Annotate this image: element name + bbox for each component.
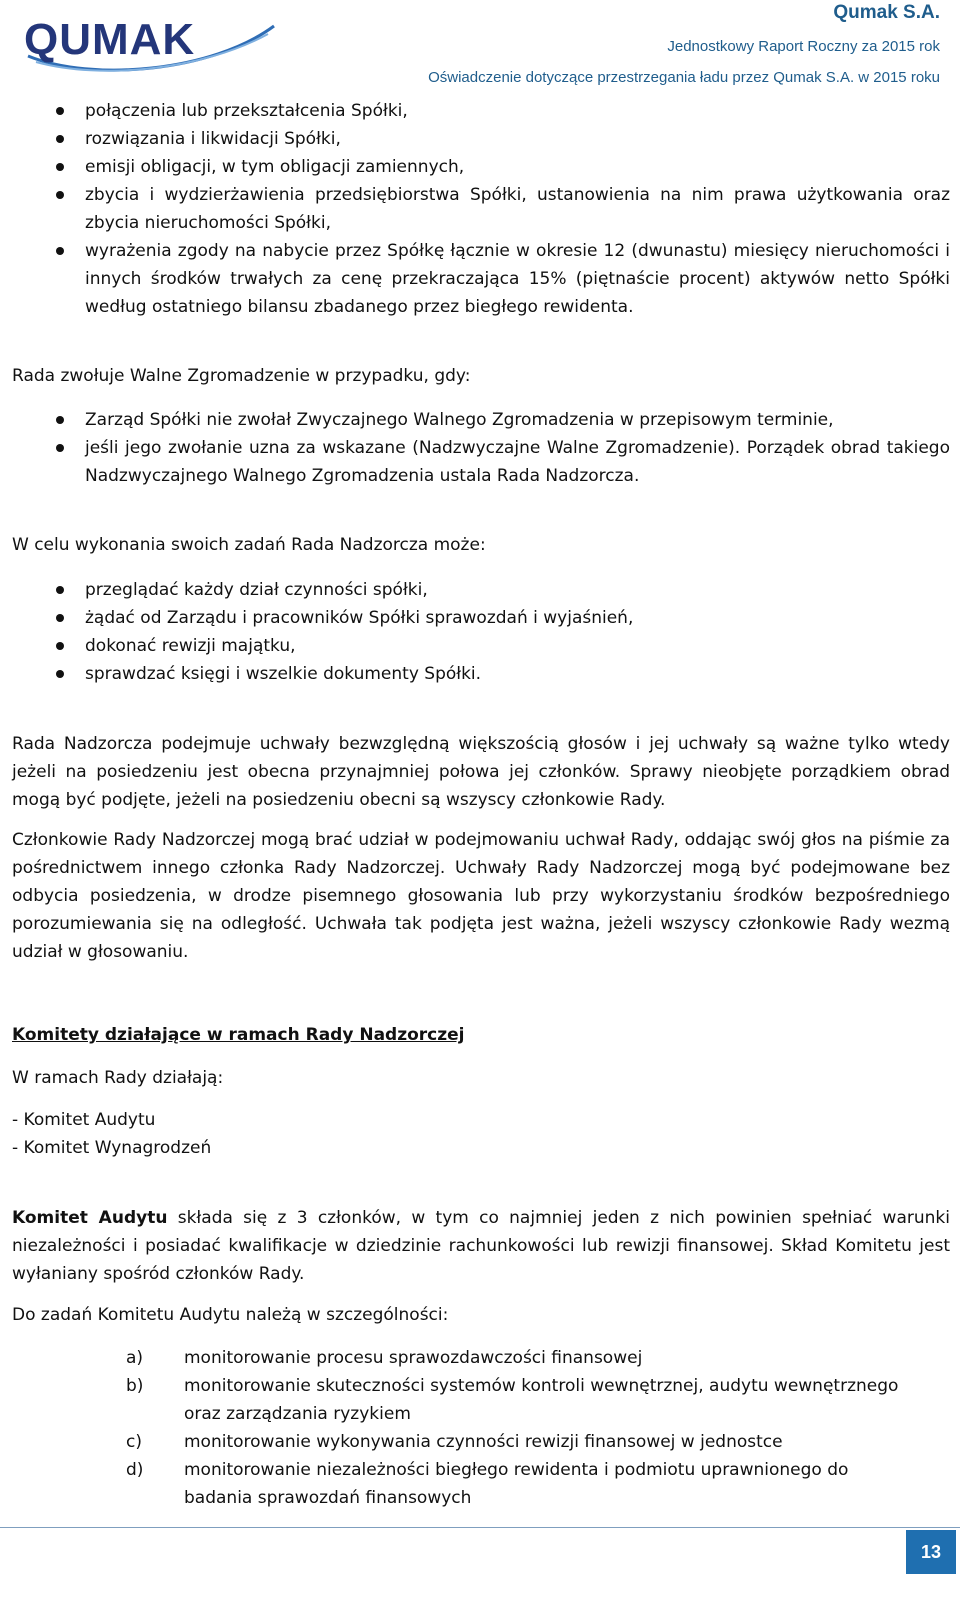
committees-intro: W ramach Rady działają: [12,1068,224,1088]
list-item: zbycia i wydzierżawienia przedsiębiorstwa Spółki, ustanowienia na nim prawa użytkowania oraz zbycia nieruchomości Spółki, [12,181,950,237]
audit-committee-bold: Komitet Audytu [12,1208,168,1228]
resolutions-paragraph: Rada Nadzorcza podejmuje uchwały bezwzględną większością głosów i jej uchwały są ważne tylko wtedy jeżeli na posiedzeniu jest obecna przynajmniej połowa jej członków. Sprawy nieobjęte porządkiem obrad mogą być podjęte, jeżeli na posiedzeniu obecni są wszyscy członkowie Rady. [12,734,950,810]
audit-tasks-intro: Do zadań Komitetu Audytu należą w szczególności: [12,1305,449,1325]
header-company: Qumak S.A. [833,2,940,23]
list-item: wyrażenia zgody na nabycie przez Spółkę łącznie w okresie 12 (dwunastu) miesięcy nieruchomości i innych środków trwałych za cenę przekraczająca 15% (piętnaście procent) aktywów netto Spółki według ostatniego bilansu zbadanego przez biegłego rewidenta. [12,237,950,321]
footer-divider [0,1527,960,1528]
list-item: - Komitet Wynagrodzeń [12,1138,212,1158]
list-item: sprawdzać księgi i wszelkie dokumenty Spółki. [12,660,950,688]
header-report-title: Jednostkowy Raport Roczny za 2015 rok [667,38,940,55]
list-item: b) monitorowanie skuteczności systemów kontroli wewnętrznej, audytu wewnętrznego oraz zarządzania ryzykiem [126,1376,899,1424]
audit-tasks-list [12,1344,912,1512]
logo-text: QUMAK [24,15,196,64]
list-item: połączenia lub przekształcenia Spółki, [12,97,950,125]
list-item: rozwiązania i likwidacji Spółki, [12,125,950,153]
list-item: Zarząd Spółki nie zwołał Zwyczajnego Walnego Zgromadzenia w przepisowym terminie, [12,406,950,434]
list-item: emisji obligacji, w tym obligacji zamiennych, [12,153,950,181]
committees-list [12,1106,950,1162]
list-item: jeśli jego zwołanie uzna za wskazane (Nadzwyczajne Walne Zgromadzenie). Porządek obrad takiego Nadzwyczajnego Walnego Zgromadzenia ustala Rada Nadzorcza. [12,434,950,490]
qumak-logo [22,10,282,72]
convene-list [12,406,950,490]
tasks-paragraph: W celu wykonania swoich zadań Rada Nadzorcza może: [12,535,486,555]
resolution-list [12,97,950,321]
tasks-list [12,576,950,688]
audit-committee-paragraph [12,1204,950,1288]
list-item: żądać od Zarządu i pracowników Spółki sprawozdań i wyjaśnień, [12,604,950,632]
page-number: 13 [906,1530,956,1574]
list-item: - Komitet Audytu [12,1110,156,1130]
list-item: c) monitorowanie wykonywania czynności rewizji finansowej w jednostce [126,1432,783,1452]
committees-heading: Komitety działające w ramach Rady Nadzorczej [12,1025,465,1045]
header-statement: Oświadczenie dotyczące przestrzegania ładu przez Qumak S.A. w 2015 roku [428,69,940,86]
audit-committee-text: składa się z 3 członków, w tym co najmniej jeden z nich powinien spełniać warunki niezależności i posiadać kwalifikacje w dziedzinie rachunkowości lub rewizji finansowej. Skład Komitetu jest wyłaniany spośród członków Rady. [12,1208,950,1284]
list-item: d) monitorowanie niezależności biegłego rewidenta i podmiotu uprawnionego do badania sprawozdań finansowych [126,1460,849,1508]
list-item: przeglądać każdy dział czynności spółki, [12,576,950,604]
members-paragraph: Członkowie Rady Nadzorczej mogą brać udział w podejmowaniu uchwał Rady, oddając swój głos na piśmie za pośrednictwem innego członka Rady Nadzorczej. Uchwały Rady Nadzorczej mogą być podejmowane bez odbycia posiedzenia, w drodze pisemnego głosowania lub przy wykorzystaniu środków bezpośredniego porozumiewania się na odległość. Uchwała tak podjęta jest ważna, jeżeli wszyscy członkowie Rady wezmą udział w głosowaniu. [12,830,950,962]
list-item: a) monitorowanie procesu sprawozdawczości finansowej [126,1348,643,1368]
list-item: dokonać rewizji majątku, [12,632,950,660]
convene-paragraph: Rada zwołuje Walne Zgromadzenie w przypadku, gdy: [12,366,471,386]
